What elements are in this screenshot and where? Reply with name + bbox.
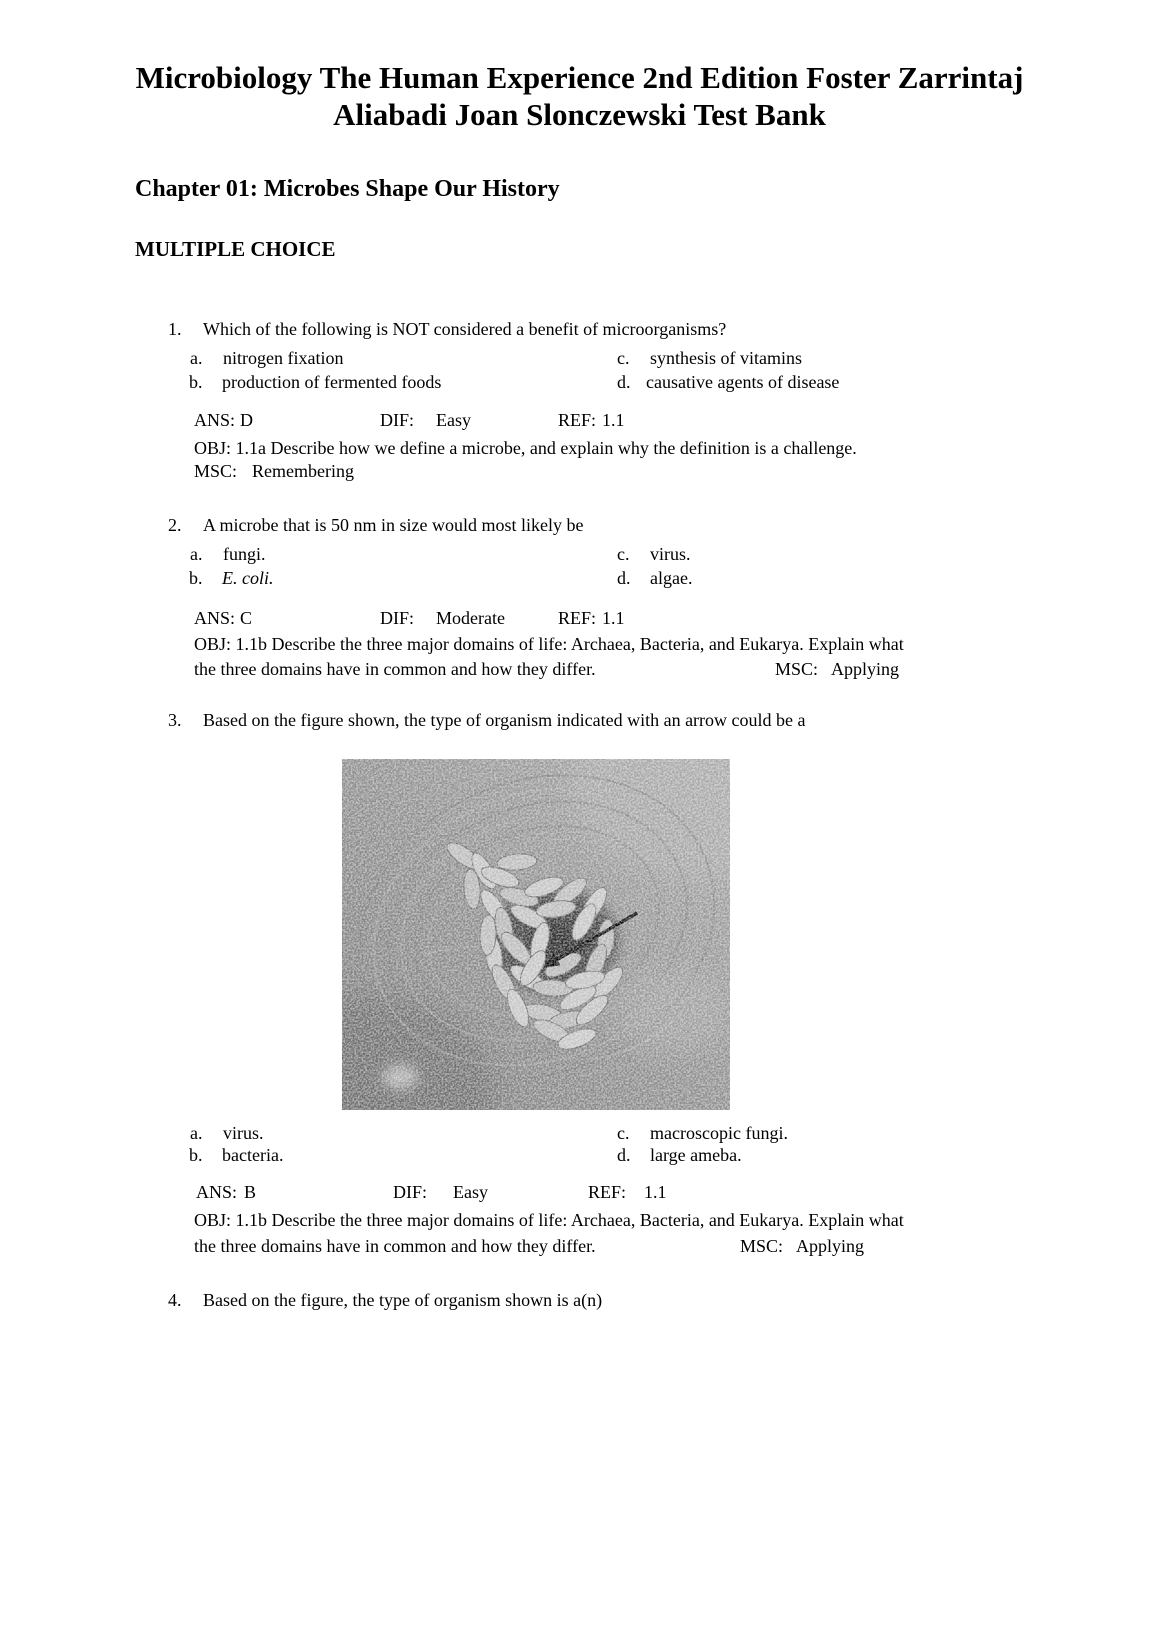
q1-option-a-letter: a.: [190, 348, 203, 368]
q2-option-c-text: virus.: [650, 544, 691, 564]
q1-ans-label: ANS:: [194, 410, 236, 430]
question-3-text: Based on the figure shown, the type of organism indicated with an arrow could be a: [203, 710, 806, 730]
q2-option-b-text: E. coli.: [222, 568, 274, 588]
sem-noise-overlay: [342, 759, 730, 1110]
q1-ans-value: D: [240, 410, 253, 430]
question-3-number: 3.: [168, 710, 182, 730]
q1-option-d-text: causative agents of disease: [646, 372, 840, 392]
q2-option-d-text: algae.: [650, 568, 693, 588]
q3-ans-value: B: [244, 1182, 257, 1202]
q3-ref-value: 1.1: [644, 1182, 667, 1202]
q2-option-a-text: fungi.: [223, 544, 266, 564]
q3-msc-value: Applying: [796, 1236, 865, 1256]
q1-option-b-text: production of fermented foods: [222, 372, 442, 392]
q1-ref-label: REF:: [558, 410, 597, 430]
q2-ref-label: REF:: [558, 608, 597, 628]
q2-msc-label: MSC:: [775, 659, 819, 679]
q3-option-d-text: large ameba.: [650, 1145, 742, 1165]
question-1-number: 1.: [168, 319, 182, 339]
chapter-heading: Chapter 01: Microbes Shape Our History: [135, 176, 560, 202]
question-2-number: 2.: [168, 515, 182, 535]
q3-dif-label: DIF:: [393, 1182, 428, 1202]
q3-obj-line1: OBJ: 1.1b Describe the three major domains of life: Archaea, Bacteria, and Eukarya. Explain what: [194, 1210, 904, 1230]
q2-ref-value: 1.1: [602, 608, 625, 628]
q2-msc-value: Applying: [831, 659, 900, 679]
q1-ref-value: 1.1: [602, 410, 625, 430]
q1-option-c-text: synthesis of vitamins: [650, 348, 802, 368]
q1-option-c-letter: c.: [617, 348, 630, 368]
q3-option-b-text: bacteria.: [222, 1145, 284, 1165]
q2-obj-line1: OBJ: 1.1b Describe the three major domains of life: Archaea, Bacteria, and Eukarya. Explain what: [194, 634, 904, 654]
q2-option-c-letter: c.: [617, 544, 630, 564]
q2-ans-label: ANS:: [194, 608, 236, 628]
question-4-number: 4.: [168, 1290, 182, 1310]
q1-dif-label: DIF:: [380, 410, 415, 430]
q2-option-a-letter: a.: [190, 544, 203, 564]
q2-ans-value: C: [240, 608, 253, 628]
q1-dif-value: Easy: [436, 410, 471, 430]
q1-obj-line1: OBJ: 1.1a Describe how we define a microbe, and explain why the definition is a challenge.: [194, 438, 857, 458]
q3-option-c-text: macroscopic fungi.: [650, 1123, 788, 1143]
q1-option-a-text: nitrogen fixation: [223, 348, 344, 368]
sem-micrograph: [342, 759, 730, 1110]
q1-msc-value: Remembering: [252, 461, 354, 481]
q3-option-d-letter: d.: [617, 1145, 631, 1165]
q2-dif-value: Moderate: [436, 608, 505, 628]
q3-obj-line2: the three domains have in common and how they differ.: [194, 1236, 596, 1256]
section-heading: MULTIPLE CHOICE: [135, 237, 336, 261]
q3-option-a-text: virus.: [223, 1123, 264, 1143]
q1-option-d-letter: d.: [617, 372, 631, 392]
question-figure: [342, 759, 730, 1110]
page-title-line1: Microbiology The Human Experience 2nd Edition Foster Zarrintaj: [135, 60, 1024, 95]
q1-option-b-letter: b.: [189, 372, 203, 392]
q3-msc-label: MSC:: [740, 1236, 784, 1256]
question-1-text: Which of the following is NOT considered a benefit of microorganisms?: [203, 319, 727, 339]
q3-ref-label: REF:: [588, 1182, 627, 1202]
page-title-line2: Aliabadi Joan Slonczewski Test Bank: [333, 97, 826, 132]
q3-ans-label: ANS:: [196, 1182, 238, 1202]
question-4-text: Based on the figure, the type of organism shown is a(n): [203, 1290, 603, 1310]
q1-msc-label: MSC:: [194, 461, 238, 481]
question-2-text: A microbe that is 50 nm in size would most likely be: [203, 515, 584, 535]
q2-obj-line2: the three domains have in common and how they differ.: [194, 659, 596, 679]
q2-dif-label: DIF:: [380, 608, 415, 628]
q3-option-b-letter: b.: [189, 1145, 203, 1165]
q2-option-d-letter: d.: [617, 568, 631, 588]
q3-option-a-letter: a.: [190, 1123, 203, 1143]
q2-option-b-letter: b.: [189, 568, 203, 588]
q3-dif-value: Easy: [453, 1182, 488, 1202]
page-title: [0, 59, 1159, 133]
q3-option-c-letter: c.: [617, 1123, 630, 1143]
